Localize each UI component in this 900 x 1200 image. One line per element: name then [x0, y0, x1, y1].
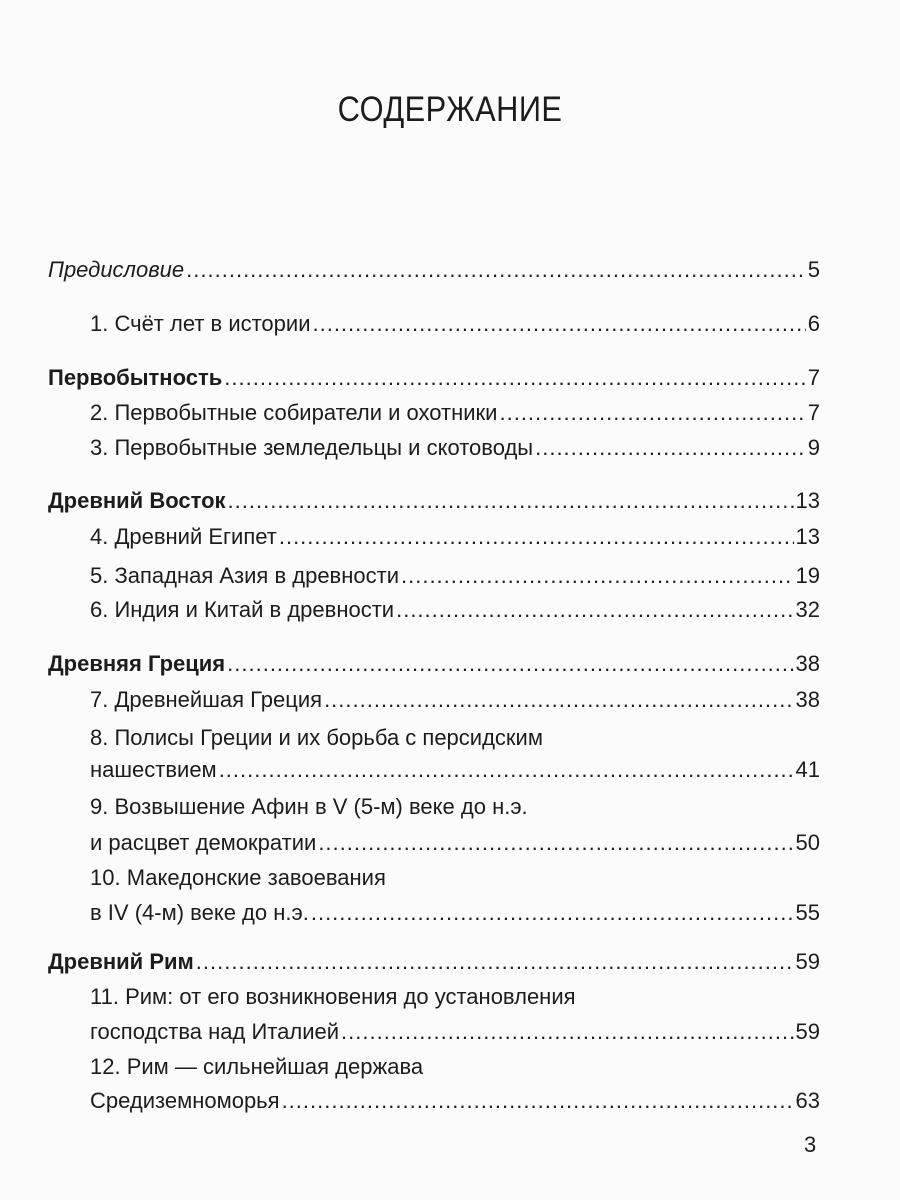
entry-label-line1: 11. Рим: от его возникновения до установления	[90, 984, 576, 1009]
entry-page: 55	[795, 900, 820, 925]
entry-label: 4. Древний Египет	[90, 524, 277, 549]
entry-page: 13	[795, 488, 820, 513]
entry-page: 32	[795, 597, 820, 622]
dot-leader	[219, 757, 794, 783]
dot-leader	[224, 365, 805, 391]
section-label: Древний Рим	[48, 949, 194, 974]
section-label: Древний Восток	[48, 488, 226, 513]
entry-page: 19	[795, 563, 820, 588]
toc-entry[interactable]	[90, 687, 820, 713]
section-label: Древняя Греция	[48, 651, 226, 676]
toc-entry[interactable]	[90, 1019, 820, 1045]
section-label: Первобытность	[48, 365, 223, 390]
toc-entry[interactable]	[90, 400, 820, 426]
toc-section[interactable]	[48, 488, 820, 514]
entry-page: 59	[795, 949, 820, 974]
entry-label-line1: 12. Рим — сильнейшая держава	[90, 1054, 424, 1079]
toc-section[interactable]	[48, 365, 820, 391]
page-title: СОДЕРЖАНИЕ	[337, 90, 563, 129]
toc-entry[interactable]	[90, 830, 820, 856]
entry-label-line1: 9. Возвышение Афин в V (5-м) веке до н.э.	[90, 794, 528, 819]
entry-page: 7	[807, 400, 820, 425]
dot-leader	[396, 597, 793, 623]
toc-entry-preface[interactable]	[48, 257, 820, 283]
entry-label: 1. Счёт лет в истории	[90, 311, 311, 336]
entry-page: 7	[807, 365, 820, 390]
entry-page: 5	[807, 257, 820, 282]
entry-label: 5. Западная Азия в древности	[90, 563, 399, 588]
entry-page: 13	[795, 524, 820, 549]
dot-leader	[535, 435, 806, 461]
toc-entry[interactable]	[90, 563, 820, 589]
entry-page: 9	[807, 435, 820, 460]
toc-entry[interactable]	[90, 900, 820, 926]
entry-page: 6	[807, 311, 820, 336]
dot-leader	[279, 524, 794, 550]
toc-section[interactable]	[48, 651, 820, 677]
dot-leader	[311, 900, 794, 926]
toc-entry[interactable]	[90, 311, 820, 337]
entry-page: 59	[795, 1019, 820, 1044]
entry-label: Средиземноморья	[90, 1088, 280, 1113]
entry-label: 2. Первобытные собиратели и охотники	[90, 400, 498, 425]
dot-leader	[341, 1019, 794, 1045]
entry-page: 50	[795, 830, 820, 855]
entry-label-line1: 8. Полисы Греции и их борьба с персидским	[90, 725, 543, 750]
dot-leader	[227, 651, 793, 677]
page-number: 3	[804, 1132, 817, 1157]
toc-entry[interactable]	[90, 757, 820, 783]
dot-leader	[228, 488, 794, 514]
dot-leader	[282, 1088, 794, 1114]
toc-entry[interactable]	[90, 435, 820, 461]
entry-page: 38	[795, 687, 820, 712]
entry-label: и расцвет демократии	[90, 830, 317, 855]
toc-entry[interactable]	[90, 597, 820, 623]
entry-label-line1: 10. Македонские завоевания	[90, 865, 386, 890]
dot-leader	[312, 311, 805, 337]
entry-label: 7. Древнейшая Греция	[90, 687, 323, 712]
entry-label: 6. Индия и Китай в древности	[90, 597, 395, 622]
entry-page: 41	[795, 757, 820, 782]
dot-leader	[401, 563, 794, 589]
toc-entry[interactable]	[90, 524, 820, 550]
entry-label: нашествием	[90, 757, 217, 782]
dot-leader	[499, 400, 805, 426]
dot-leader	[318, 830, 793, 856]
entry-label: Предисловие	[48, 257, 185, 282]
entry-label: в IV (4-м) веке до н.э.	[90, 900, 309, 925]
toc-section[interactable]	[48, 949, 820, 975]
dot-leader	[324, 687, 793, 713]
entry-label: 3. Первобытные земледельцы и скотоводы	[90, 435, 534, 460]
dot-leader	[196, 949, 794, 975]
entry-label: господства над Италией	[90, 1019, 340, 1044]
dot-leader	[186, 257, 806, 283]
entry-page: 38	[795, 651, 820, 676]
entry-page: 63	[795, 1088, 820, 1113]
toc-entry[interactable]	[90, 1088, 820, 1114]
